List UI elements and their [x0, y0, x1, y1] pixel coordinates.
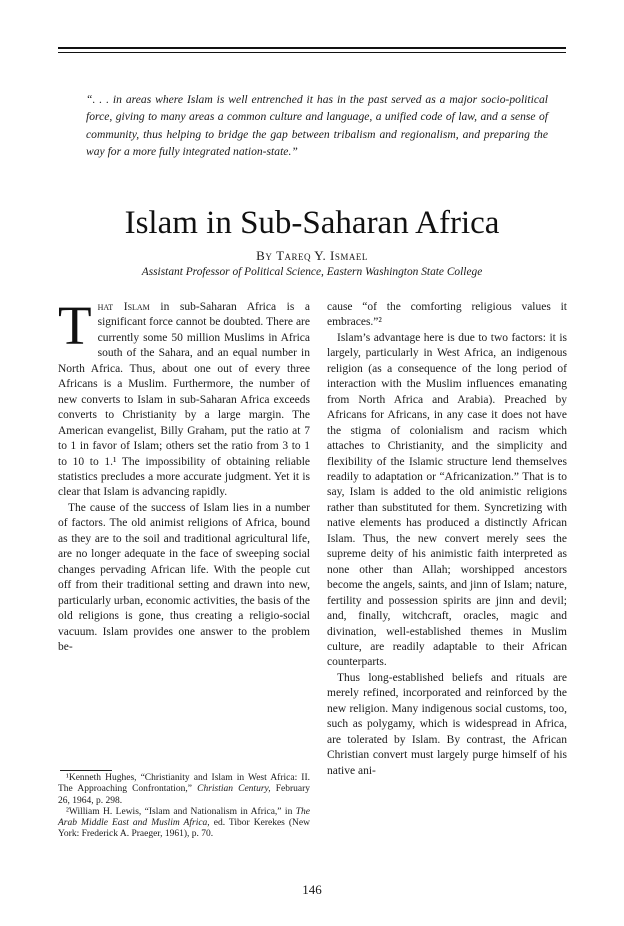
paragraph [58, 295, 310, 501]
lead-small-caps: hat Islam [97, 301, 150, 313]
page-number: 146 [302, 882, 322, 897]
footnote: ¹Kenneth Hughes, “Christianity and Islam in West Africa: II. The Approaching Confrontation,” Christian Century, February 26, 1964, p. 298. [58, 773, 311, 806]
paragraph-text: in sub-Saharan Africa is a significant force cannot be doubted. There are currently some 50 million Muslims in Africa south of the Sahara, and an equal number in North Africa. Thus, about one out of every three Africans is a Muslim. Furthermore, the number of new converts to Islam in sub-Saharan Africa exceeds converts to Christianity by a large margin. The American evangelist, Billy Graham, put the ratio at 7 to 1 in favor of Islam; others set the ratio from 3 to 1 to 10 to 1.¹ The impossibility of obtaining reliable statistics precludes a more accurate judgment. Yet it is clear that Islam is advancing rapidly. [58, 301, 310, 499]
footnotes [58, 773, 310, 841]
byline [0, 248, 624, 264]
drop-cap: T [58, 295, 92, 356]
footnote-number: ¹ [66, 773, 69, 783]
paragraph: The cause of the success of Islam lies in a number of factors. The old animist religions of Africa, bound as they are to the soil and traditional agricultural life, are no longer adequate in the face of sweeping social changes pervading African life. With the people cut off from their traditional setting and drawn into new, particularly urban, economic activities, the basis of the old religions is gone, thus creating a religio-social vacuum. Islam provides one answer to the problem be- [58, 501, 310, 653]
author-name: Tareq Y. Ismael [276, 248, 368, 263]
paragraph: cause “of the comforting religious values it embraces.”² [327, 301, 567, 329]
right-column [327, 300, 567, 779]
footnote: ²William H. Lewis, “Islam and Nationalism in Africa,” in The Arab Middle East and Muslim Africa, ed. Tibor Kerekes (New York: Frederick A. Praeger, 1961), p. 70. [58, 806, 310, 840]
paragraph: Thus long-established beliefs and rituals are merely refined, incorporated and reinforced by the new religion. Many indigenous social customs, too, such as polygamy, which is widespread in Africa, are tolerated by Islam. By contrast, the African Christian convert must largely purge himself of his native ani- [327, 671, 567, 777]
left-column [58, 295, 310, 655]
header-rule-bottom [58, 52, 566, 53]
byline-prefix: By [256, 248, 273, 263]
author-affiliation [0, 266, 624, 278]
affiliation-text: Assistant Professor of Political Science, Eastern Washington State College [141, 266, 483, 278]
footnote-rule [60, 770, 112, 771]
epigraph-quote: “. . . in areas where Islam is well entrenched it has in the past served as a major socio-political force, giving to many areas a common culture and language, a unified code of law, and a sense of community, thus helping to bridge the gap between tribalism and regionalism, and preparing the way for a more fully integrated nation-state.” [86, 93, 548, 158]
paragraph: Islam’s advantage here is due to two factors: it is largely, particularly in West Africa, an indigenous religion (as a consequence of the long period of interaction with the Muslim influences emanating from North Africa and Arabia). Preached by Africans for Africans, in any case it does not have the stigma of colonialism and racism which attaches to Christianity, and the simplicity and flexibility of the Islamic structure lend themselves readily to adaptation or “Africanization.” That is to say, Islam is added to the old animistic religions rather than substituted for them. Syncretizing with native elements has produced a distinctly African Islam. Thus, the new convert merely sees the supreme deity of his animistic faith interpreted as none other than Allah; worshipped ancestors become the angels, saints, and jinn of Islam; nature, fertility and possession spirits are jinn and devil; and, finally, witchcraft, oracles, magic and divination, well-established themes in Muslim culture, are readily adaptable to their African counterparts. [327, 331, 567, 669]
footnote-number: ² [66, 806, 69, 817]
header-rule-top [58, 47, 566, 49]
article-title: Islam in Sub-Saharan Africa [124, 205, 500, 241]
